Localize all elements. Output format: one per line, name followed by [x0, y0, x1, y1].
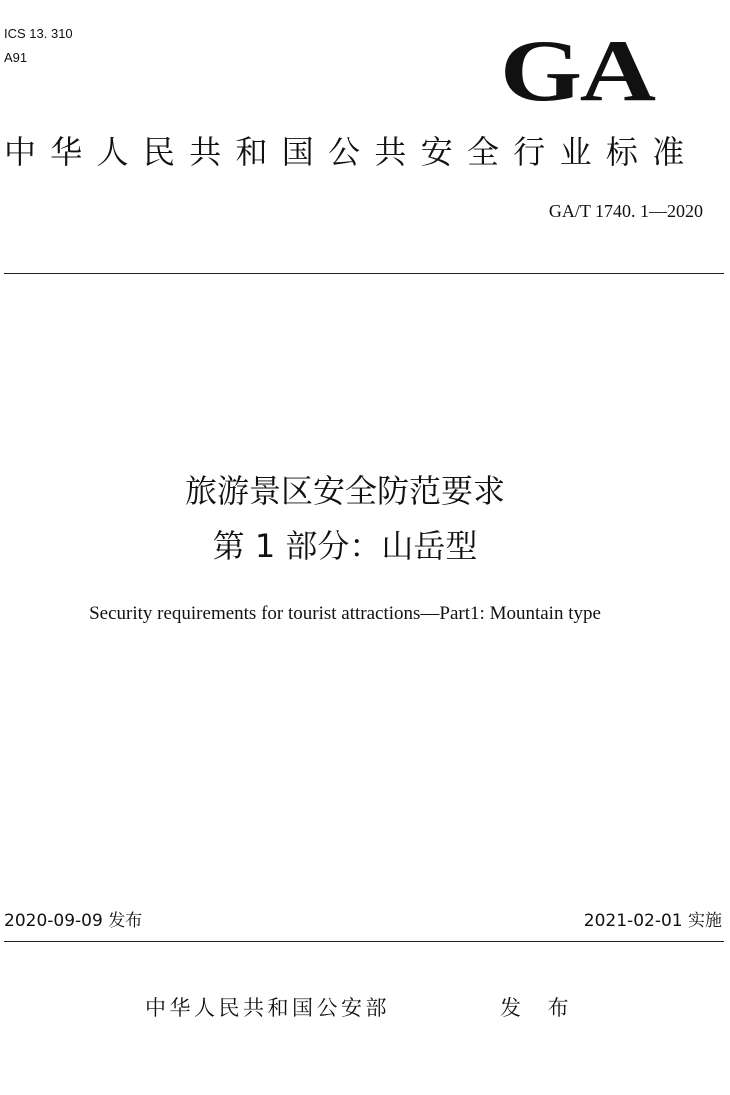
publisher-name: 中华人民共和国公安部: [145, 996, 390, 1020]
ga-logo: GA: [500, 23, 654, 120]
standard-number: GA/T 1740. 1—2020: [548, 201, 703, 221]
ccs-code: A91: [4, 50, 28, 65]
implementation-date: 2021-02-01 实施: [583, 911, 722, 931]
standard-category-title: 中华人民共和国公共安全行业标准: [4, 133, 699, 171]
document-title-english: Security requirements for tourist attractions—Part1: Mountain type: [89, 603, 601, 624]
publish-label: 发 布: [500, 996, 579, 1020]
document-title-line2: 第 1 部分：山岳型: [212, 527, 478, 565]
bottom-divider: [4, 941, 724, 942]
document-title-line1: 旅游景区安全防范要求: [184, 472, 505, 510]
ics-code: ICS 13. 310: [4, 26, 73, 41]
top-divider: [4, 273, 724, 274]
issue-date: 2020-09-09 发布: [4, 911, 143, 931]
